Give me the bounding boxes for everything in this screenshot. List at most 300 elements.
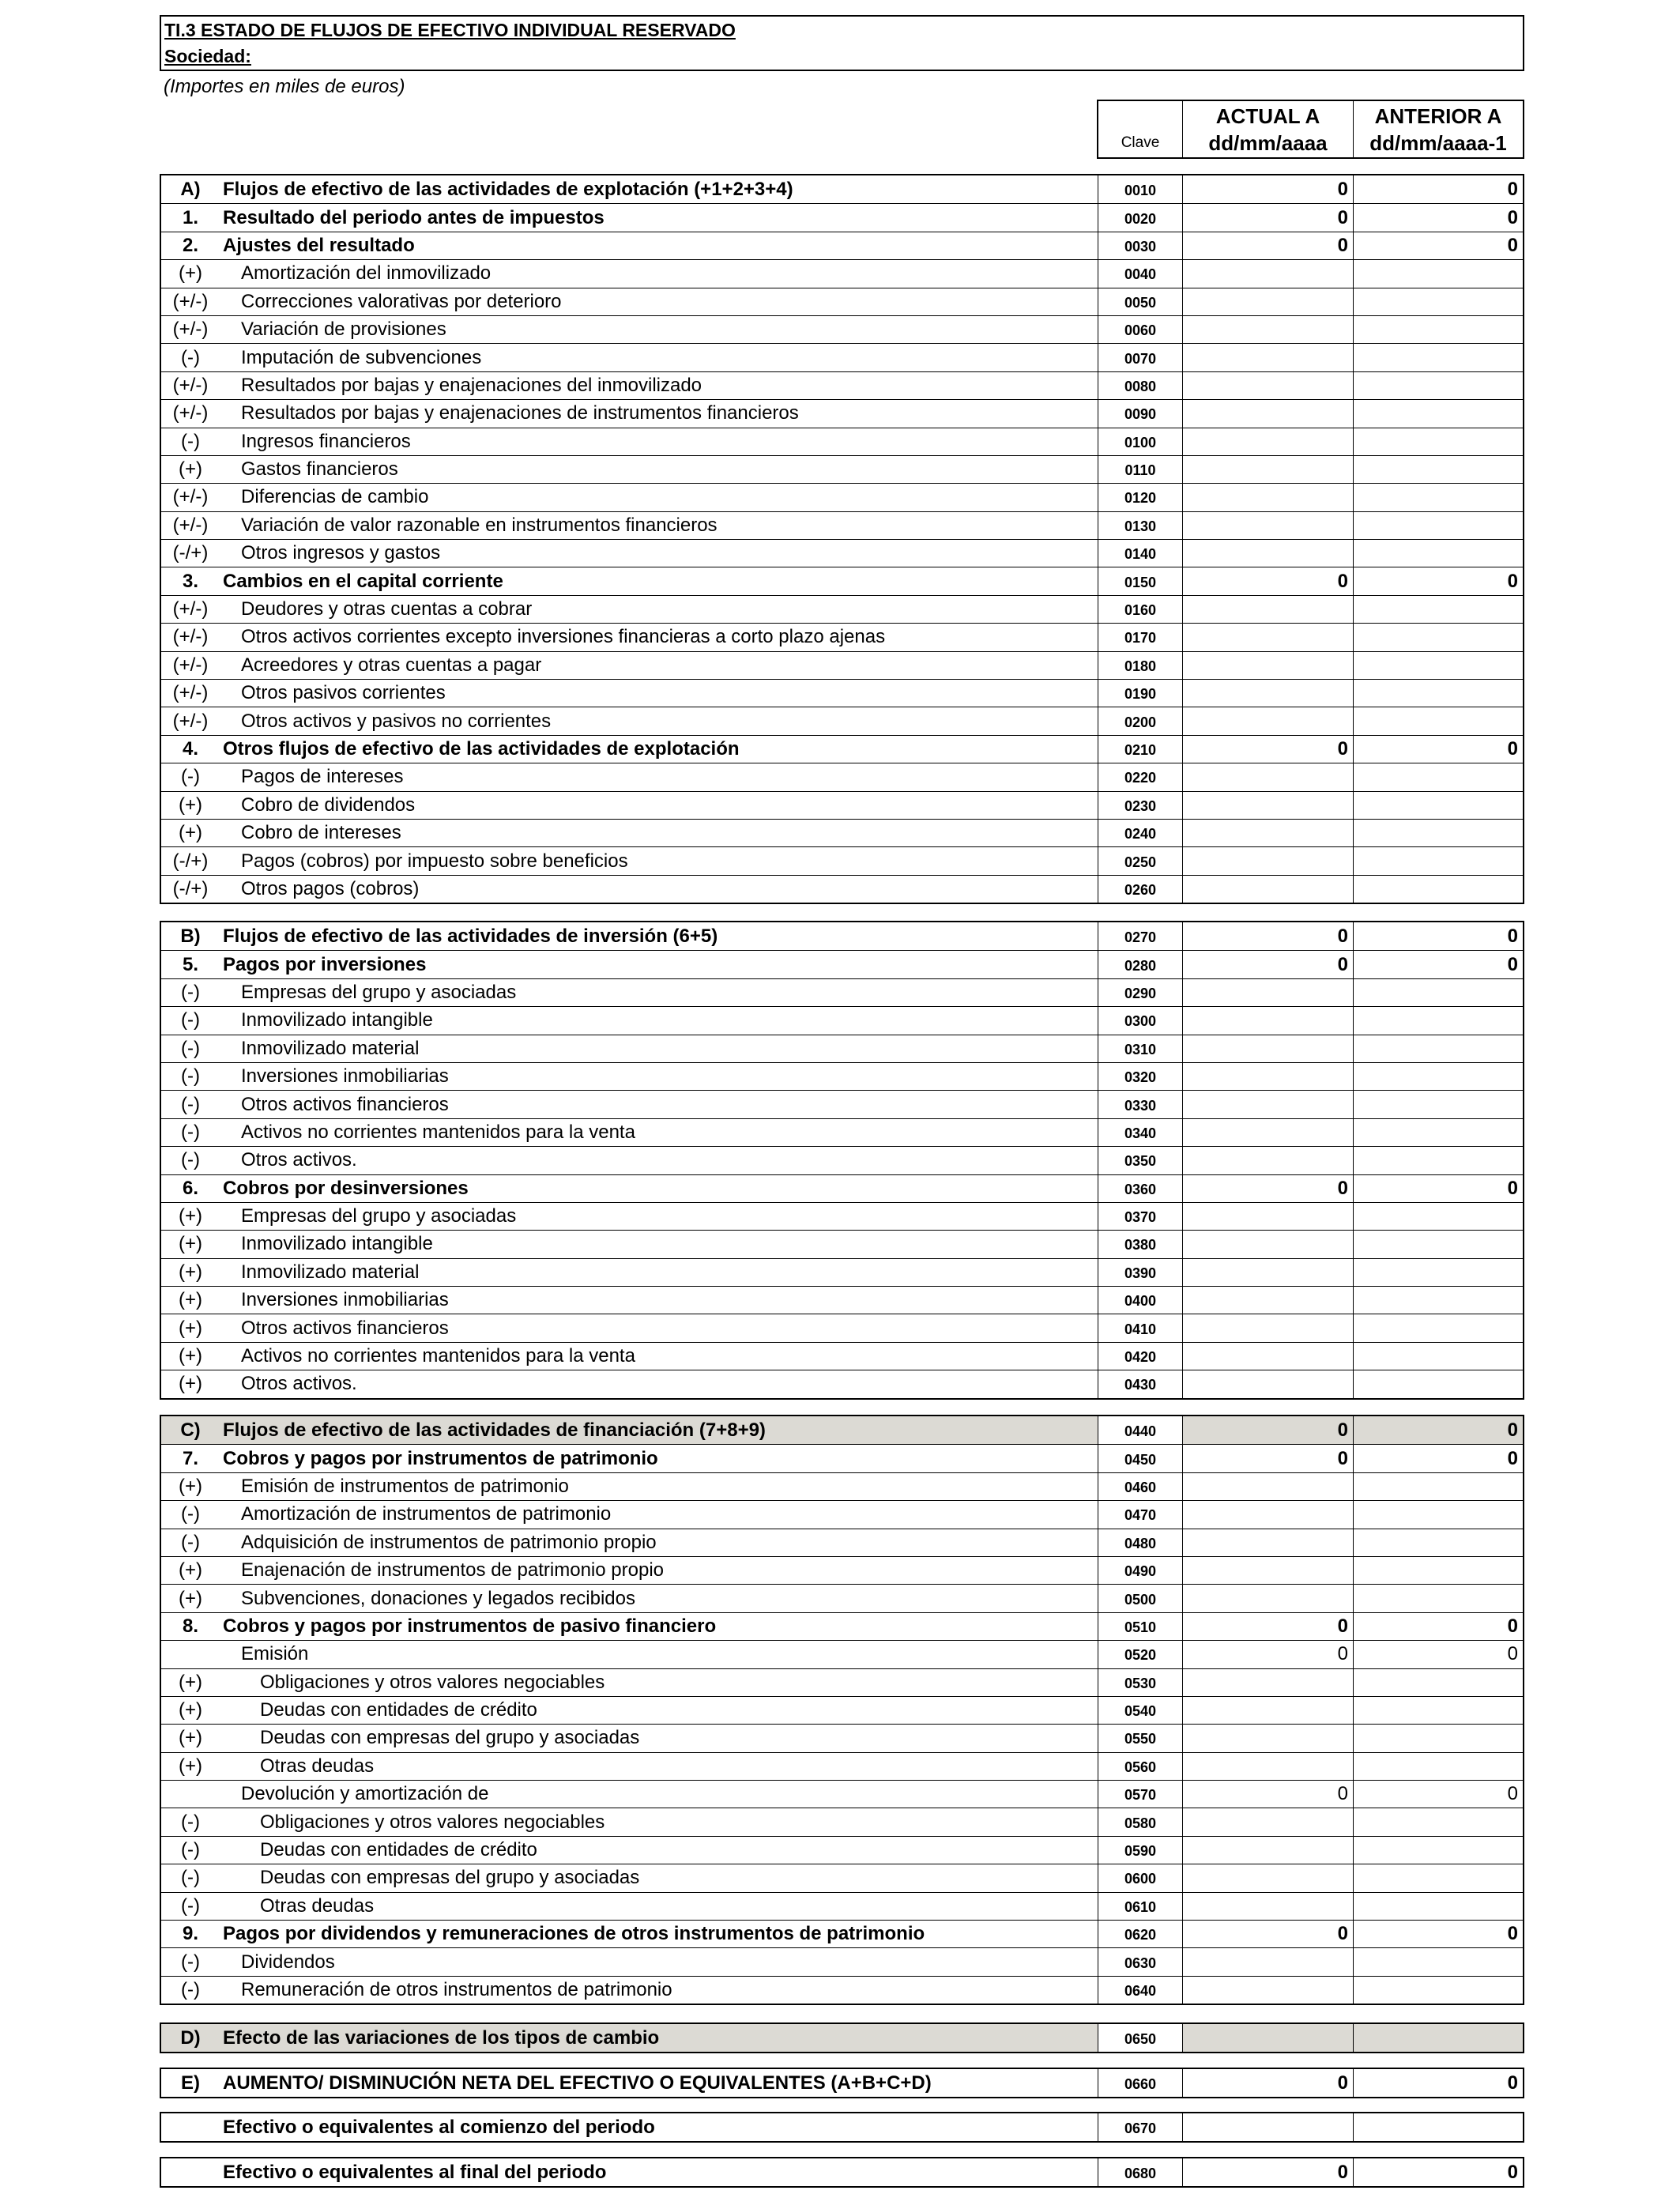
table-row [161, 399, 1523, 427]
row-value-current [1183, 540, 1354, 567]
row-label-cell [161, 596, 1098, 623]
row-sign: 1. [182, 206, 198, 228]
row-value-current: 0 [1183, 175, 1354, 203]
row-value-previous [1354, 1753, 1523, 1780]
row-label-cell [161, 624, 1098, 650]
row-label: Subvenciones, donaciones y legados recibidos [241, 1587, 635, 1609]
row-value-current [1183, 847, 1354, 874]
table-row [161, 1529, 1523, 1556]
row-code: 0180 [1098, 652, 1183, 679]
row-label: Otros activos corrientes excepto inversiones financieras a corto plazo ajenas [241, 626, 886, 648]
row-sign: (+) [179, 1587, 202, 1609]
row-sign: (+/-) [172, 290, 209, 312]
row-label: AUMENTO/ DISMINUCIÓN NETA DEL EFECTIVO O EQUIVALENTES (A+B+C+D) [223, 2071, 932, 2094]
row-value-current [1183, 1725, 1354, 1751]
row-code: 0220 [1098, 763, 1183, 790]
row-code: 0190 [1098, 680, 1183, 707]
table-row [161, 1314, 1523, 1341]
row-value-previous [1354, 820, 1523, 846]
table-row [161, 595, 1523, 623]
report-title: TI.3 ESTADO DE FLUJOS DE EFECTIVO INDIVIDUAL RESERVADO [164, 20, 736, 40]
row-code: 0490 [1098, 1557, 1183, 1584]
row-code: 0610 [1098, 1893, 1183, 1920]
row-sign: (+) [179, 1261, 202, 1283]
row-sign: (-) [181, 1065, 200, 1088]
row-code: 0620 [1098, 1921, 1183, 1947]
row-label: Empresas del grupo y asociadas [241, 1205, 517, 1227]
row-code: 0600 [1098, 1864, 1183, 1891]
row-label-cell [161, 204, 1098, 231]
row-value-current [1183, 1697, 1354, 1724]
row-sign: E) [181, 2071, 200, 2094]
column-header-previous-line2: dd/mm/aaaa-1 [1369, 130, 1507, 155]
table-row [161, 978, 1523, 1006]
table-row [161, 1947, 1523, 1975]
row-value-previous [1354, 847, 1523, 874]
row-value-previous: 0 [1507, 1447, 1518, 1469]
row-value-current [1183, 288, 1354, 315]
row-value-previous [1354, 540, 1523, 567]
row-value-previous: 0 [1507, 738, 1518, 760]
row-value-current [1183, 260, 1354, 287]
row-code: 0020 [1098, 204, 1183, 231]
row-code: 0200 [1098, 707, 1183, 734]
row-value-current [1183, 876, 1354, 903]
row-value-previous [1354, 484, 1523, 511]
row-value-current [1183, 1231, 1354, 1257]
row-code: 0120 [1098, 484, 1183, 511]
row-value-previous [1354, 1808, 1523, 1835]
row-value-current [1183, 1948, 1354, 1975]
row-sign: (+) [179, 1699, 202, 1721]
row-label: Inversiones inmobiliarias [241, 1289, 449, 1311]
row-label-cell [161, 1725, 1098, 1751]
row-value-previous [1354, 1370, 1523, 1397]
row-label-cell [161, 680, 1098, 707]
row-label: Pagos (cobros) por impuesto sobre beneficios [241, 850, 628, 872]
table-row [161, 1668, 1523, 1696]
column-headers [1097, 100, 1524, 159]
row-value-current [1183, 1753, 1354, 1780]
row-value-current [1183, 1063, 1354, 1090]
table-row [161, 846, 1523, 874]
table-row [161, 259, 1523, 287]
row-value-previous [1354, 1314, 1523, 1341]
table-row [161, 735, 1523, 763]
row-value-current: 0 [1183, 1416, 1354, 1444]
row-sign: (-/+) [172, 542, 209, 564]
row-value-current [1183, 1669, 1354, 1696]
row-label: Inmovilizado intangible [241, 1233, 433, 1255]
row-code: 0170 [1098, 624, 1183, 650]
row-label: Imputación de subvenciones [241, 346, 482, 368]
table-row [161, 2113, 1523, 2141]
table-row [161, 232, 1523, 259]
row-label-cell [161, 876, 1098, 903]
row-label-cell [161, 2024, 1098, 2052]
row-code: 0670 [1098, 2113, 1183, 2141]
row-sign: D) [180, 2026, 201, 2049]
row-label: Otros pagos (cobros) [241, 877, 420, 899]
row-sign: (+) [179, 1559, 202, 1581]
row-label-cell [161, 1175, 1098, 1202]
row-sign: 5. [182, 953, 198, 975]
row-sign: (-) [181, 430, 200, 452]
row-label: Variación de provisiones [241, 319, 446, 341]
row-sign: (+/-) [172, 374, 209, 396]
row-code: 0290 [1098, 979, 1183, 1006]
row-label-cell [161, 1669, 1098, 1696]
row-code: 0160 [1098, 596, 1183, 623]
row-value-previous: 0 [1507, 2161, 1518, 2183]
row-value-previous [1354, 456, 1523, 483]
row-label: Resultados por bajas y enajenaciones del inmovilizado [241, 374, 703, 396]
table-row [161, 707, 1523, 734]
row-code: 0300 [1098, 1007, 1183, 1034]
row-value-previous [1354, 1977, 1523, 2004]
row-label: Ajustes del resultado [223, 234, 415, 256]
row-sign: (+) [179, 1317, 202, 1339]
row-code: 0550 [1098, 1725, 1183, 1751]
row-sign: (-) [181, 1979, 200, 2000]
row-label-cell [161, 979, 1098, 1006]
row-value-previous [1354, 1948, 1523, 1975]
row-sign: (-) [181, 1503, 200, 1525]
units-note: (Importes en miles de euros) [164, 76, 405, 97]
table-row [161, 1976, 1523, 2004]
row-code: 0460 [1098, 1473, 1183, 1500]
row-label-cell [161, 540, 1098, 567]
row-value-previous [1354, 1893, 1523, 1920]
row-sign: (-) [181, 1149, 200, 1171]
row-code: 0360 [1098, 1175, 1183, 1202]
row-label-cell [161, 736, 1098, 763]
row-label: Deudas con empresas del grupo y asociadas [260, 1867, 640, 1889]
row-label: Deudas con entidades de crédito [260, 1839, 537, 1861]
row-label-cell [161, 1613, 1098, 1640]
row-label: Flujos de efectivo de las actividades de explotación (+1+2+3+4) [223, 178, 793, 200]
table-row [161, 539, 1523, 567]
row-value-current: 0 [1183, 567, 1354, 594]
row-sign: (-) [181, 1037, 200, 1059]
row-sign: (+) [179, 458, 202, 481]
row-sign: (+/-) [172, 682, 209, 704]
row-code: 0040 [1098, 260, 1183, 287]
row-label: Flujos de efectivo de las actividades de inversión (6+5) [223, 925, 718, 947]
row-label: Adquisición de instrumentos de patrimonio propio [241, 1531, 657, 1553]
row-sign: (+) [179, 1345, 202, 1367]
table-row [161, 1118, 1523, 1146]
row-code: 0240 [1098, 820, 1183, 846]
table-row [161, 1286, 1523, 1314]
row-label: Flujos de efectivo de las actividades de financiación (7+8+9) [223, 1419, 766, 1441]
table-row [161, 371, 1523, 399]
row-label-cell [161, 2158, 1098, 2186]
table-row [161, 1556, 1523, 1584]
table-row [161, 2024, 1523, 2052]
row-label-cell [161, 2069, 1098, 2097]
row-code: 0110 [1098, 456, 1183, 483]
column-header-code-label: Clave [1121, 134, 1160, 151]
row-label: Deudores y otras cuentas a cobrar [241, 598, 533, 620]
row-label-cell [161, 763, 1098, 790]
row-value-previous [1354, 1259, 1523, 1286]
row-label-cell [161, 1837, 1098, 1864]
row-code: 0050 [1098, 288, 1183, 315]
row-code: 0450 [1098, 1445, 1183, 1472]
row-sign: 4. [182, 738, 198, 760]
table-row [161, 2069, 1523, 2097]
row-value-current: 0 [1183, 1613, 1354, 1640]
row-label: Pagos de intereses [241, 766, 404, 788]
company-label: Sociedad: [164, 46, 251, 66]
table-row [161, 455, 1523, 483]
row-value-current [1183, 1314, 1354, 1341]
row-label-cell [161, 1119, 1098, 1146]
row-label: Otros flujos de efectivo de las actividades de explotación [223, 738, 740, 760]
row-code: 0380 [1098, 1231, 1183, 1257]
row-code: 0500 [1098, 1585, 1183, 1612]
row-code: 0010 [1098, 175, 1183, 203]
row-label: Ingresos financieros [241, 430, 411, 452]
row-value-previous [1354, 2024, 1523, 2052]
row-label: Otras deudas [260, 1894, 375, 1917]
row-value-current [1183, 979, 1354, 1006]
row-sign: (+) [179, 1233, 202, 1255]
row-sign: (-) [181, 346, 200, 368]
row-label-cell [161, 372, 1098, 399]
row-label: Correcciones valorativas por deterioro [241, 290, 562, 312]
row-sign: (+) [179, 794, 202, 816]
row-value-current [1183, 792, 1354, 819]
table-row [161, 1612, 1523, 1640]
row-label-cell [161, 1203, 1098, 1230]
row-label-cell [161, 652, 1098, 679]
row-value-current [1183, 1501, 1354, 1528]
row-label-cell [161, 1091, 1098, 1118]
row-value-current [1183, 1370, 1354, 1397]
column-header-current-line1: ACTUAL A [1215, 104, 1320, 128]
row-code: 0470 [1098, 1501, 1183, 1528]
row-label-cell [161, 922, 1098, 950]
table-row [161, 1062, 1523, 1090]
row-sign: 8. [182, 1615, 198, 1637]
row-label-cell [161, 567, 1098, 594]
row-label-cell [161, 484, 1098, 511]
row-value-current: 0 [1183, 1641, 1354, 1668]
row-label-cell [161, 1473, 1098, 1500]
row-value-current [1183, 1287, 1354, 1314]
table-row [161, 483, 1523, 511]
row-sign: 6. [182, 1177, 198, 1199]
table-row [161, 1090, 1523, 1118]
row-value-previous: 0 [1507, 1643, 1518, 1665]
row-label: Obligaciones y otros valores negociables [260, 1811, 605, 1833]
table-row [161, 763, 1523, 790]
row-value-current [1183, 1837, 1354, 1864]
row-sign: B) [180, 925, 201, 947]
row-label: Inversiones inmobiliarias [241, 1065, 449, 1088]
row-value-previous [1354, 1501, 1523, 1528]
row-label: Activos no corrientes mantenidos para la venta [241, 1345, 635, 1367]
row-value-current [1183, 2113, 1354, 2141]
row-label: Efecto de las variaciones de los tipos de cambio [223, 2026, 660, 2049]
row-value-current: 0 [1183, 1445, 1354, 1472]
row-label-cell [161, 1948, 1098, 1975]
row-sign: (+/-) [172, 626, 209, 648]
row-value-previous [1354, 792, 1523, 819]
row-label: Inmovilizado material [241, 1261, 420, 1283]
table-row [161, 1836, 1523, 1864]
row-label: Resultado del periodo antes de impuestos [223, 206, 605, 228]
row-value-previous [1354, 260, 1523, 287]
row-code: 0030 [1098, 232, 1183, 259]
row-code: 0400 [1098, 1287, 1183, 1314]
row-value-current [1183, 512, 1354, 539]
table-row [161, 2158, 1523, 2186]
row-label: Otros pasivos corrientes [241, 682, 446, 704]
row-label-cell [161, 428, 1098, 455]
table-row [161, 950, 1523, 978]
row-code: 0640 [1098, 1977, 1183, 2004]
row-value-current [1183, 596, 1354, 623]
row-value-previous: 0 [1507, 1177, 1518, 1199]
row-label-cell [161, 1529, 1098, 1556]
row-value-current [1183, 1091, 1354, 1118]
row-value-current [1183, 1343, 1354, 1370]
row-code: 0680 [1098, 2158, 1183, 2186]
row-value-previous [1354, 596, 1523, 623]
row-value-current: 0 [1183, 922, 1354, 950]
row-label: Acreedores y otras cuentas a pagar [241, 654, 542, 676]
row-value-current: 0 [1183, 1921, 1354, 1947]
row-value-previous [1354, 1697, 1523, 1724]
row-sign: (-) [181, 1093, 200, 1115]
row-label: Pagos por inversiones [223, 953, 427, 975]
row-value-previous [1354, 1864, 1523, 1891]
row-value-previous [1354, 400, 1523, 427]
table-row [161, 1864, 1523, 1891]
row-label-cell [161, 1007, 1098, 1034]
row-label: Otras deudas [260, 1755, 375, 1777]
row-value-previous: 0 [1507, 206, 1518, 228]
table-row [161, 819, 1523, 846]
row-label: Variación de valor razonable en instrumentos financieros [241, 514, 718, 536]
row-label: Enajenación de instrumentos de patrimonio propio [241, 1559, 664, 1581]
row-value-previous [1354, 1147, 1523, 1174]
row-value-current [1183, 1893, 1354, 1920]
row-sign: (-) [181, 1839, 200, 1861]
row-value-previous [1354, 680, 1523, 707]
table-row [161, 1202, 1523, 1230]
row-value-current [1183, 1864, 1354, 1891]
row-value-previous: 0 [1507, 234, 1518, 256]
row-sign: (-/+) [172, 877, 209, 899]
column-header-current-line2: dd/mm/aaaa [1208, 130, 1328, 155]
row-label-cell [161, 260, 1098, 287]
row-value-previous [1354, 1725, 1523, 1751]
row-code: 0510 [1098, 1613, 1183, 1640]
row-code: 0350 [1098, 1147, 1183, 1174]
row-sign: (+/-) [172, 654, 209, 676]
row-value-current [1183, 652, 1354, 679]
table-row [161, 1230, 1523, 1257]
row-sign: A) [180, 178, 201, 200]
row-label-cell [161, 1416, 1098, 1444]
row-label-cell [161, 1753, 1098, 1780]
row-code: 0150 [1098, 567, 1183, 594]
row-value-previous: 0 [1507, 1783, 1518, 1805]
row-label-cell [161, 1314, 1098, 1341]
row-label-cell [161, 792, 1098, 819]
table-row [161, 679, 1523, 707]
table-row [161, 1808, 1523, 1835]
table-row [161, 1035, 1523, 1062]
row-label: Pagos por dividendos y remuneraciones de otros instrumentos de patrimonio [223, 1923, 925, 1945]
row-sign: 2. [182, 234, 198, 256]
section-closing-cash [160, 2157, 1524, 2188]
row-sign: (-) [181, 1811, 200, 1833]
row-code: 0440 [1098, 1416, 1183, 1444]
row-value-previous [1354, 316, 1523, 343]
row-label: Efectivo o equivalentes al final del periodo [223, 2161, 607, 2183]
row-label-cell [161, 707, 1098, 734]
row-label-cell [161, 1370, 1098, 1397]
row-value-current [1183, 707, 1354, 734]
row-value-previous: 0 [1507, 570, 1518, 592]
table-row [161, 1258, 1523, 1286]
row-label-cell [161, 1697, 1098, 1724]
row-sign: (+) [179, 1475, 202, 1497]
row-sign: (-) [181, 1531, 200, 1553]
row-value-previous [1354, 1837, 1523, 1864]
row-label: Deudas con entidades de crédito [260, 1699, 537, 1721]
row-value-previous [1354, 1203, 1523, 1230]
row-label: Inmovilizado material [241, 1037, 420, 1059]
row-label: Resultados por bajas y enajenaciones de instrumentos financieros [241, 402, 799, 424]
row-label-cell [161, 288, 1098, 315]
row-value-current: 0 [1183, 736, 1354, 763]
row-label-cell [161, 1921, 1098, 1947]
row-value-current [1183, 456, 1354, 483]
table-row [161, 175, 1523, 203]
row-code: 0060 [1098, 316, 1183, 343]
row-code: 0580 [1098, 1808, 1183, 1835]
row-value-previous [1354, 1119, 1523, 1146]
section-operating-activities [160, 174, 1524, 904]
row-label-cell [161, 1585, 1098, 1612]
row-label-cell [161, 1893, 1098, 1920]
table-row [161, 1472, 1523, 1500]
row-label: Cobros y pagos por instrumentos de pasivo financiero [223, 1615, 717, 1637]
table-row [161, 1416, 1523, 1444]
row-value-previous [1354, 763, 1523, 790]
row-value-current [1183, 484, 1354, 511]
table-row [161, 1146, 1523, 1174]
row-sign: (-) [181, 1867, 200, 1889]
row-code: 0410 [1098, 1314, 1183, 1341]
row-value-previous [1354, 1091, 1523, 1118]
row-code: 0340 [1098, 1119, 1183, 1146]
row-sign: C) [180, 1419, 201, 1441]
row-label: Remuneración de otros instrumentos de patrimonio [241, 1979, 672, 2000]
row-value-current: 0 [1183, 232, 1354, 259]
row-value-previous [1354, 1669, 1523, 1696]
row-sign: (+) [179, 1671, 202, 1693]
row-value-current [1183, 428, 1354, 455]
row-label-cell [161, 1977, 1098, 2004]
row-value-previous [1354, 512, 1523, 539]
